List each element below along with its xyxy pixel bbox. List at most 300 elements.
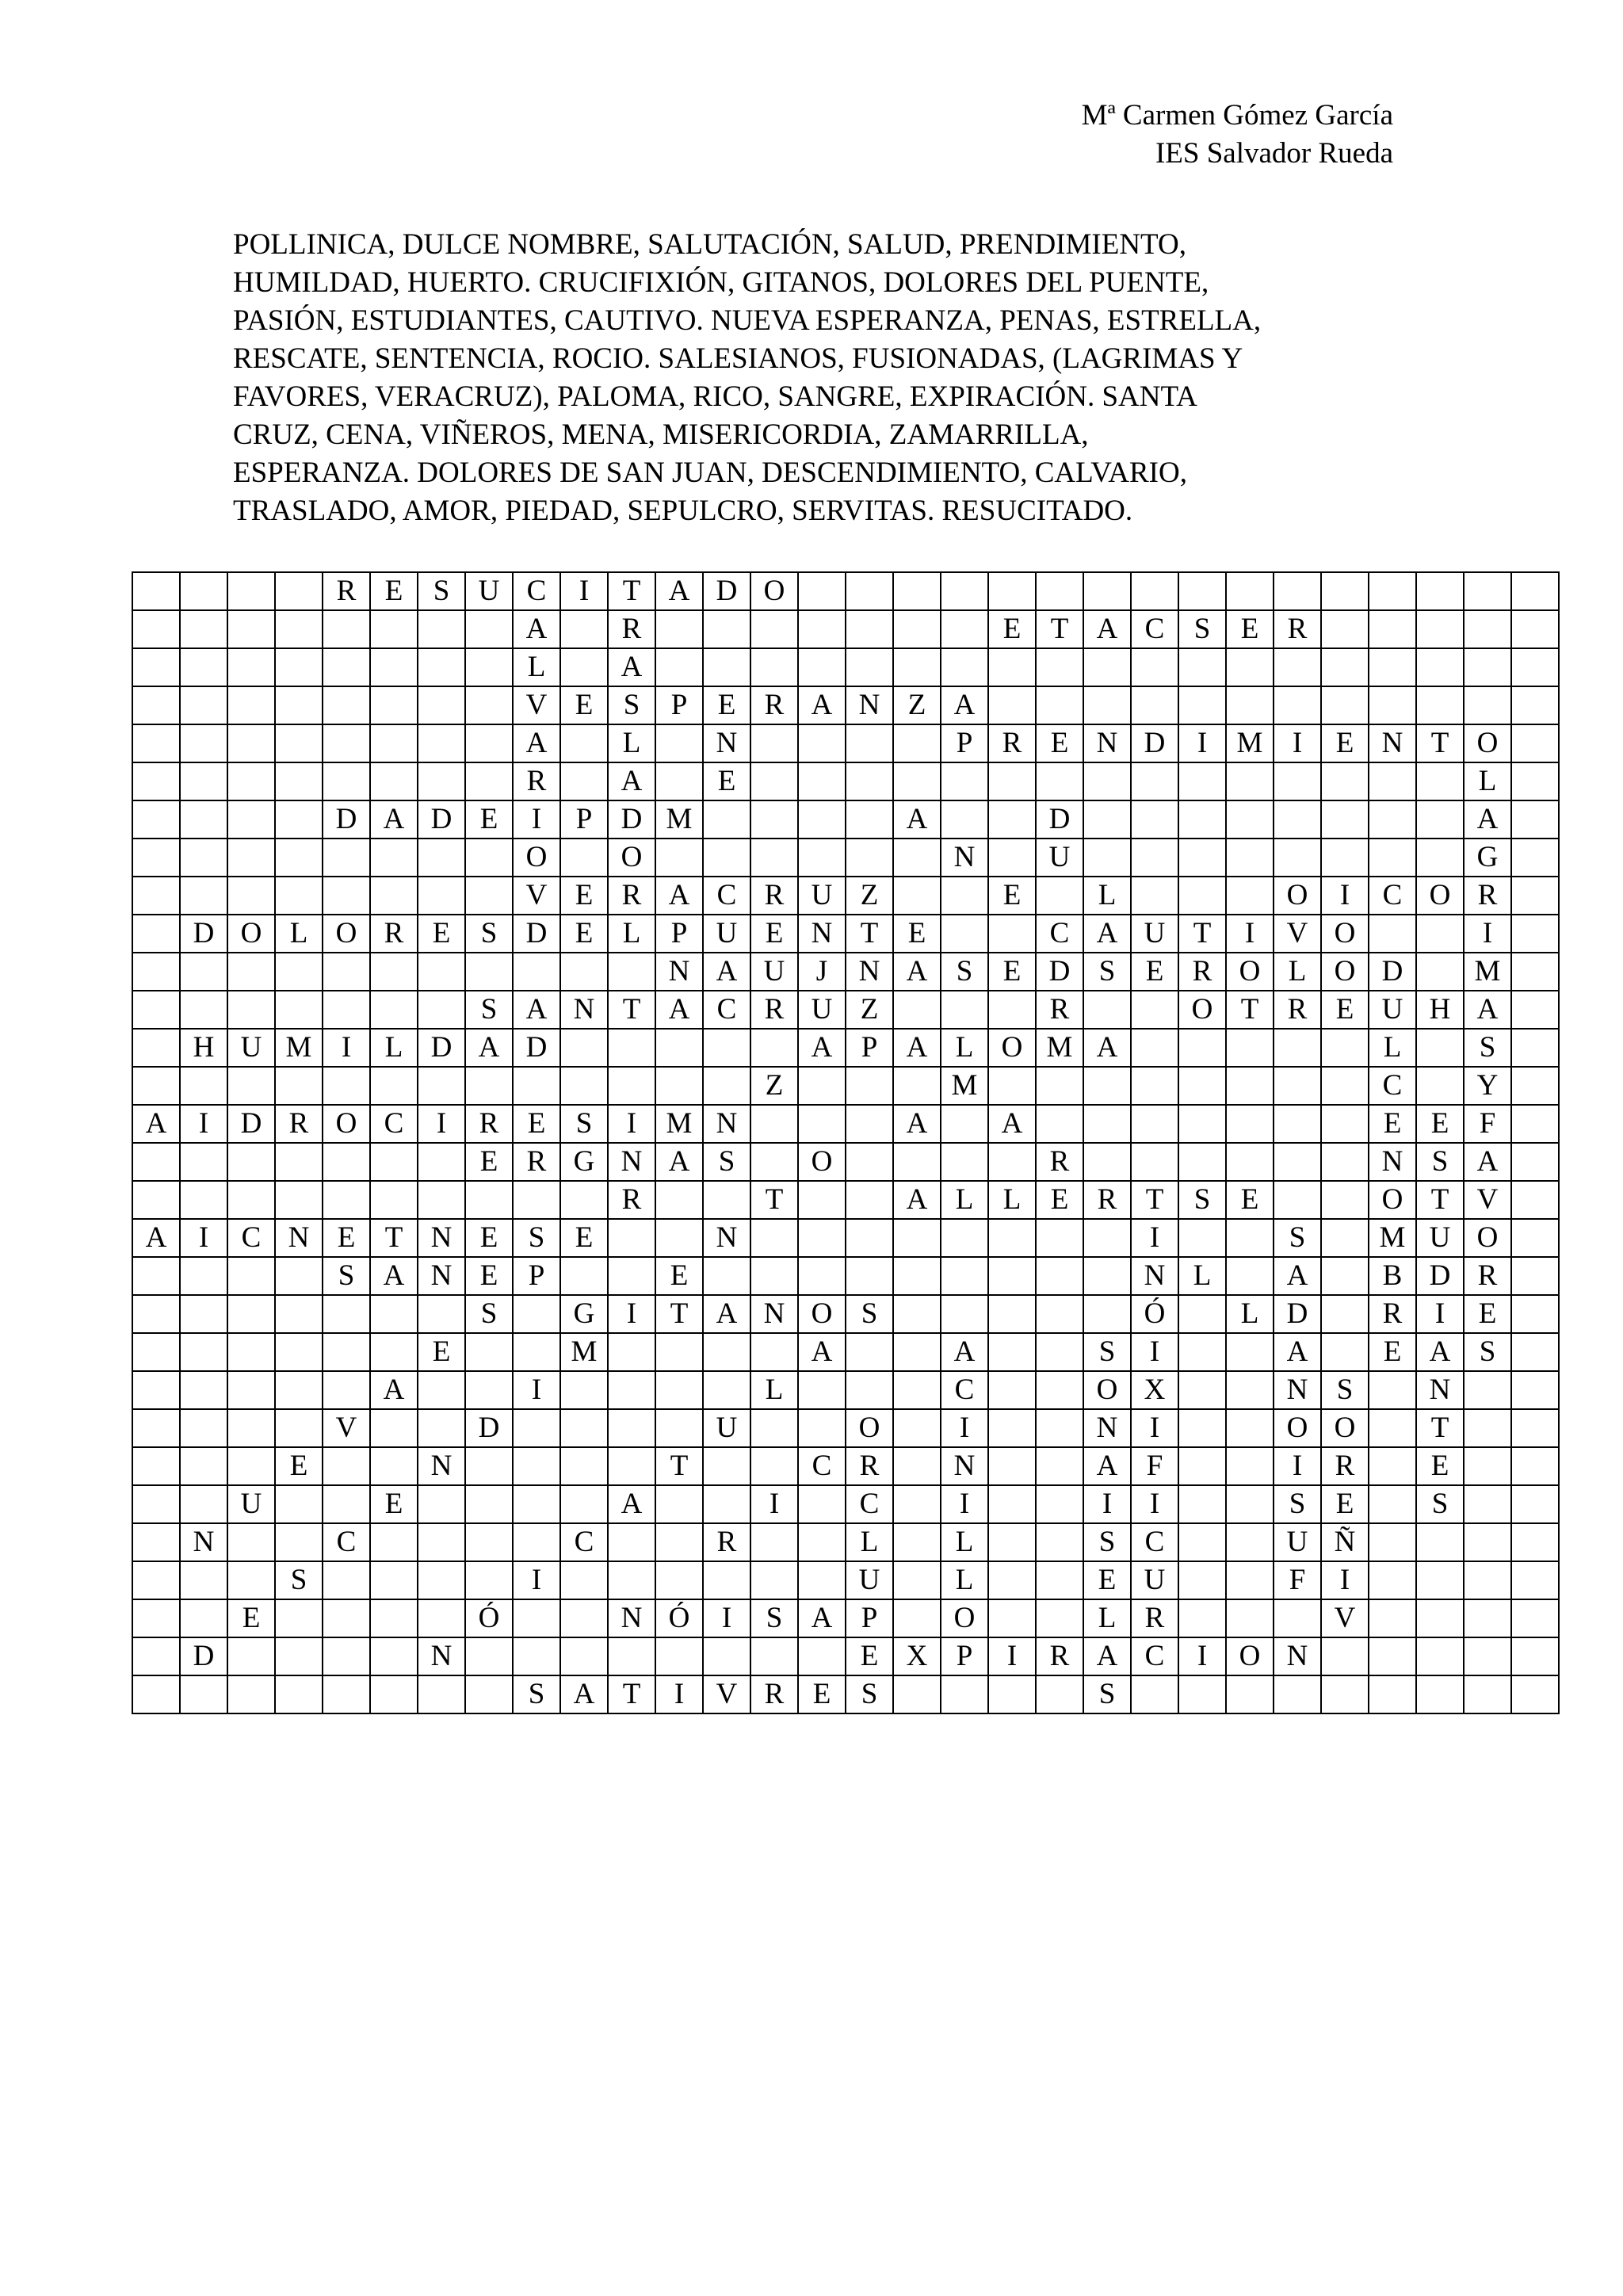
grid-cell: R [846,1447,893,1485]
grid-cell [1511,877,1559,915]
grid-cell: C [1131,1523,1178,1561]
author-name: Mª Carmen Gómez García [1081,99,1393,132]
grid-cell [1511,724,1559,762]
grid-cell: S [1464,1333,1511,1371]
grid-cell: O [1274,1409,1321,1447]
grid-cell: S [1464,1029,1511,1067]
grid-cell [1416,1675,1464,1713]
grid-cell [846,572,893,610]
grid-cell [275,1257,323,1295]
grid-cell [1511,1105,1559,1143]
grid-cell: A [608,648,655,686]
grid-cell [323,1181,370,1219]
grid-cell [893,877,941,915]
grid-cell: I [1178,724,1226,762]
grid-cell: A [893,953,941,991]
grid-cell: G [560,1295,608,1333]
grid-cell [1131,1105,1178,1143]
grid-cell [750,610,798,648]
grid-cell: R [750,877,798,915]
grid-cell [1083,1219,1131,1257]
grid-cell [180,1143,227,1181]
grid-cell [275,762,323,800]
grid-cell [227,1675,275,1713]
grid-cell [1131,800,1178,839]
grid-cell [323,724,370,762]
grid-cell [370,953,418,991]
grid-cell [655,1029,703,1067]
grid-cell [893,572,941,610]
grid-cell: I [1226,915,1274,953]
grid-cell: I [1083,1485,1131,1523]
grid-cell [1178,1029,1226,1067]
grid-cell [323,1143,370,1181]
grid-cell [465,648,513,686]
grid-cell [132,800,180,839]
grid-cell: C [560,1523,608,1561]
grid-cell [1369,1523,1416,1561]
grid-cell [1226,1447,1274,1485]
grid-cell [941,1143,988,1181]
grid-cell: I [1131,1219,1178,1257]
grid-cell [1511,1333,1559,1371]
grid-cell: R [1083,1181,1131,1219]
grid-cell [1274,572,1321,610]
grid-cell [275,1371,323,1409]
grid-cell: N [1416,1371,1464,1409]
grid-cell [418,1599,465,1637]
grid-cell: U [1131,915,1178,953]
grid-cell [560,1371,608,1409]
grid-cell [323,1333,370,1371]
grid-cell [1274,1181,1321,1219]
grid-cell [1226,1409,1274,1447]
grid-cell: R [1131,1599,1178,1637]
grid-row [132,1599,1559,1637]
grid-cell [1511,572,1559,610]
grid-cell: L [513,648,560,686]
grid-cell: L [1274,953,1321,991]
grid-cell: I [1131,1333,1178,1371]
grid-cell [941,1295,988,1333]
grid-cell: P [655,915,703,953]
grid-cell [941,1219,988,1257]
grid-row [132,800,1559,839]
grid-cell [608,1067,655,1105]
grid-cell [750,1637,798,1675]
grid-cell: A [798,686,846,724]
grid-cell [1369,686,1416,724]
grid-row [132,1295,1559,1333]
grid-cell: N [1274,1637,1321,1675]
grid-cell [893,1143,941,1181]
grid-cell [988,1143,1036,1181]
grid-cell: N [418,1219,465,1257]
grid-cell: G [1464,839,1511,877]
grid-cell: C [227,1219,275,1257]
grid-cell [180,686,227,724]
grid-cell [1511,1029,1559,1067]
grid-cell: S [323,1257,370,1295]
grid-cell [1321,1143,1369,1181]
grid-cell [1036,1523,1083,1561]
grid-cell [132,1143,180,1181]
grid-cell [893,991,941,1029]
grid-cell: A [560,1675,608,1713]
grid-cell [893,1599,941,1637]
grid-cell: O [846,1409,893,1447]
grid-cell [275,1333,323,1371]
grid-cell [370,1561,418,1599]
grid-cell: C [323,1523,370,1561]
grid-cell: T [1131,1181,1178,1219]
grid-cell: E [1416,1447,1464,1485]
grid-cell: A [941,1333,988,1371]
grid-row [132,1675,1559,1713]
grid-cell: V [1464,1181,1511,1219]
grid-cell: R [370,915,418,953]
grid-cell [988,572,1036,610]
grid-cell: I [988,1637,1036,1675]
grid-cell [132,1637,180,1675]
grid-cell [798,762,846,800]
grid-cell: O [323,915,370,953]
grid-cell [846,800,893,839]
grid-cell [1511,1447,1559,1485]
grid-cell [750,648,798,686]
grid-cell [275,800,323,839]
grid-cell [846,610,893,648]
grid-cell [1416,686,1464,724]
grid-cell [180,724,227,762]
grid-cell: R [1036,991,1083,1029]
grid-cell: L [988,1181,1036,1219]
grid-cell: T [846,915,893,953]
grid-cell: L [370,1029,418,1067]
grid-cell [703,610,750,648]
grid-cell [465,1675,513,1713]
grid-cell [1036,1219,1083,1257]
grid-cell [893,1295,941,1333]
grid-cell [655,1181,703,1219]
grid-cell: L [1178,1257,1226,1295]
grid-cell: O [1083,1371,1131,1409]
grid-cell [132,610,180,648]
grid-cell: S [560,1105,608,1143]
grid-cell [1036,686,1083,724]
grid-cell: S [1416,1143,1464,1181]
grid-cell [988,1523,1036,1561]
grid-cell: V [703,1675,750,1713]
grid-cell [988,1067,1036,1105]
grid-cell [1036,1295,1083,1333]
grid-cell [1036,1447,1083,1485]
grid-cell [132,1371,180,1409]
grid-cell [1511,1561,1559,1599]
grid-cell [180,991,227,1029]
grid-cell [703,1029,750,1067]
grid-cell [1083,762,1131,800]
grid-cell: E [370,572,418,610]
grid-cell [1464,1637,1511,1675]
grid-cell [750,1105,798,1143]
grid-cell [1511,1637,1559,1675]
grid-cell [132,1599,180,1637]
grid-cell: S [513,1219,560,1257]
grid-cell: C [513,572,560,610]
grid-cell: L [1464,762,1511,800]
grid-cell [1178,1675,1226,1713]
grid-cell: V [513,877,560,915]
grid-cell [132,877,180,915]
grid-cell [1178,1485,1226,1523]
grid-cell [1036,1105,1083,1143]
grid-cell [323,839,370,877]
grid-cell [275,877,323,915]
grid-cell: N [418,1257,465,1295]
grid-cell [370,1333,418,1371]
grid-cell: L [941,1181,988,1219]
grid-cell [227,953,275,991]
grid-cell [1416,800,1464,839]
grid-cell: I [750,1485,798,1523]
grid-cell [275,839,323,877]
grid-cell [750,800,798,839]
grid-cell: O [1464,1219,1511,1257]
grid-cell [1511,991,1559,1029]
grid-cell: N [1131,1257,1178,1295]
grid-cell: L [1083,877,1131,915]
grid-cell: S [846,1295,893,1333]
grid-cell: S [275,1561,323,1599]
grid-cell [798,1257,846,1295]
grid-cell [988,1561,1036,1599]
grid-cell [1464,1409,1511,1447]
grid-cell [1416,1523,1464,1561]
grid-cell [941,572,988,610]
grid-cell [1511,1675,1559,1713]
grid-cell [180,1333,227,1371]
grid-cell [1321,1105,1369,1143]
grid-cell [418,1067,465,1105]
grid-cell [1226,1485,1274,1523]
grid-cell [1321,800,1369,839]
grid-cell [1274,1029,1321,1067]
grid-cell: E [1321,991,1369,1029]
grid-cell: A [1274,1257,1321,1295]
grid-cell: C [370,1105,418,1143]
grid-cell: E [1131,953,1178,991]
grid-cell [132,762,180,800]
grid-cell [941,877,988,915]
grid-cell: E [988,877,1036,915]
grid-cell [1416,915,1464,953]
grid-cell [1036,1675,1083,1713]
grid-cell [1511,1371,1559,1409]
grid-cell: I [1416,1295,1464,1333]
grid-cell: R [1369,1295,1416,1333]
grid-cell [988,800,1036,839]
grid-cell [465,953,513,991]
grid-cell: N [846,686,893,724]
grid-cell: B [1369,1257,1416,1295]
grid-cell [180,1447,227,1485]
grid-cell: A [1083,610,1131,648]
grid-row [132,648,1559,686]
grid-cell: O [1226,953,1274,991]
grid-cell: T [608,991,655,1029]
grid-cell [1416,839,1464,877]
grid-cell [798,1105,846,1143]
grid-cell [988,1447,1036,1485]
grid-cell: I [1464,915,1511,953]
grid-cell: E [1036,1181,1083,1219]
grid-cell: L [846,1523,893,1561]
grid-row [132,1029,1559,1067]
grid-cell [988,1295,1036,1333]
grid-cell: E [418,915,465,953]
grid-cell [703,1181,750,1219]
grid-cell [1369,839,1416,877]
grid-cell: H [1416,991,1464,1029]
grid-cell: Y [1464,1067,1511,1105]
grid-cell [1321,686,1369,724]
grid-cell: A [655,877,703,915]
grid-cell [1131,1143,1178,1181]
grid-cell [655,1637,703,1675]
grid-cell [227,1295,275,1333]
grid-cell [655,1333,703,1371]
grid-cell [1369,762,1416,800]
grid-cell [132,1333,180,1371]
grid-cell [1511,1295,1559,1333]
grid-cell [988,1409,1036,1447]
grid-cell: R [1036,1143,1083,1181]
grid-cell [418,724,465,762]
grid-cell [1036,1333,1083,1371]
grid-cell: D [1416,1257,1464,1295]
grid-cell [560,762,608,800]
grid-cell: H [180,1029,227,1067]
grid-cell: N [655,953,703,991]
grid-cell [846,839,893,877]
grid-cell: U [846,1561,893,1599]
grid-cell: E [560,1219,608,1257]
grid-cell: M [1369,1219,1416,1257]
grid-cell: A [370,800,418,839]
grid-cell [513,1409,560,1447]
grid-row [132,724,1559,762]
grid-cell [1464,610,1511,648]
grid-cell: D [1369,953,1416,991]
grid-cell [1036,877,1083,915]
grid-cell: E [465,1219,513,1257]
grid-cell [275,1523,323,1561]
grid-cell [513,1447,560,1485]
grid-cell: A [655,991,703,1029]
grid-cell [1511,1257,1559,1295]
grid-cell: R [275,1105,323,1143]
grid-cell: L [275,915,323,953]
grid-cell [418,1295,465,1333]
grid-cell [846,1105,893,1143]
grid-cell: I [655,1675,703,1713]
grid-cell [465,1181,513,1219]
word-list-line: TRASLADO, AMOR, PIEDAD, SEPULCRO, SERVITAS. RESUCITADO. [233,495,1133,527]
grid-cell: A [893,1029,941,1067]
grid-cell [370,991,418,1029]
grid-cell: U [703,915,750,953]
grid-cell: Z [846,877,893,915]
grid-cell [275,953,323,991]
grid-cell: U [1131,1561,1178,1599]
grid-cell: C [846,1485,893,1523]
grid-cell [941,915,988,953]
grid-cell [227,1067,275,1105]
grid-cell [750,762,798,800]
grid-cell [180,1295,227,1333]
grid-row [132,1447,1559,1485]
grid-cell: O [1178,991,1226,1029]
grid-cell: X [893,1637,941,1675]
grid-cell [798,1561,846,1599]
grid-cell: N [275,1219,323,1257]
grid-cell: D [418,800,465,839]
grid-cell [180,1371,227,1409]
grid-cell: A [608,762,655,800]
grid-cell [1321,648,1369,686]
grid-cell [988,686,1036,724]
grid-cell: X [1131,1371,1178,1409]
grid-cell: C [1131,1637,1178,1675]
grid-cell: R [513,762,560,800]
grid-cell [132,572,180,610]
grid-cell: A [1083,915,1131,953]
grid-cell [1416,1029,1464,1067]
grid-cell [846,648,893,686]
grid-cell: E [1036,724,1083,762]
grid-cell: J [798,953,846,991]
grid-cell [1511,800,1559,839]
grid-cell [275,648,323,686]
grid-cell: L [608,915,655,953]
grid-cell: E [1416,1105,1464,1143]
grid-cell [323,953,370,991]
grid-cell [608,1029,655,1067]
grid-cell [1178,686,1226,724]
grid-cell [1369,1409,1416,1447]
grid-cell [893,610,941,648]
grid-cell: N [608,1143,655,1181]
grid-cell [180,839,227,877]
grid-row [132,686,1559,724]
grid-cell [275,724,323,762]
grid-cell [132,1181,180,1219]
grid-cell [1226,1105,1274,1143]
grid-cell [1416,610,1464,648]
grid-cell [180,800,227,839]
grid-cell [1131,839,1178,877]
grid-cell: E [465,1143,513,1181]
grid-cell [1178,1409,1226,1447]
grid-cell [323,610,370,648]
grid-cell [1178,1105,1226,1143]
grid-cell: O [608,839,655,877]
grid-cell [941,1105,988,1143]
grid-cell: O [1321,1409,1369,1447]
grid-cell [1511,1181,1559,1219]
grid-cell [798,800,846,839]
